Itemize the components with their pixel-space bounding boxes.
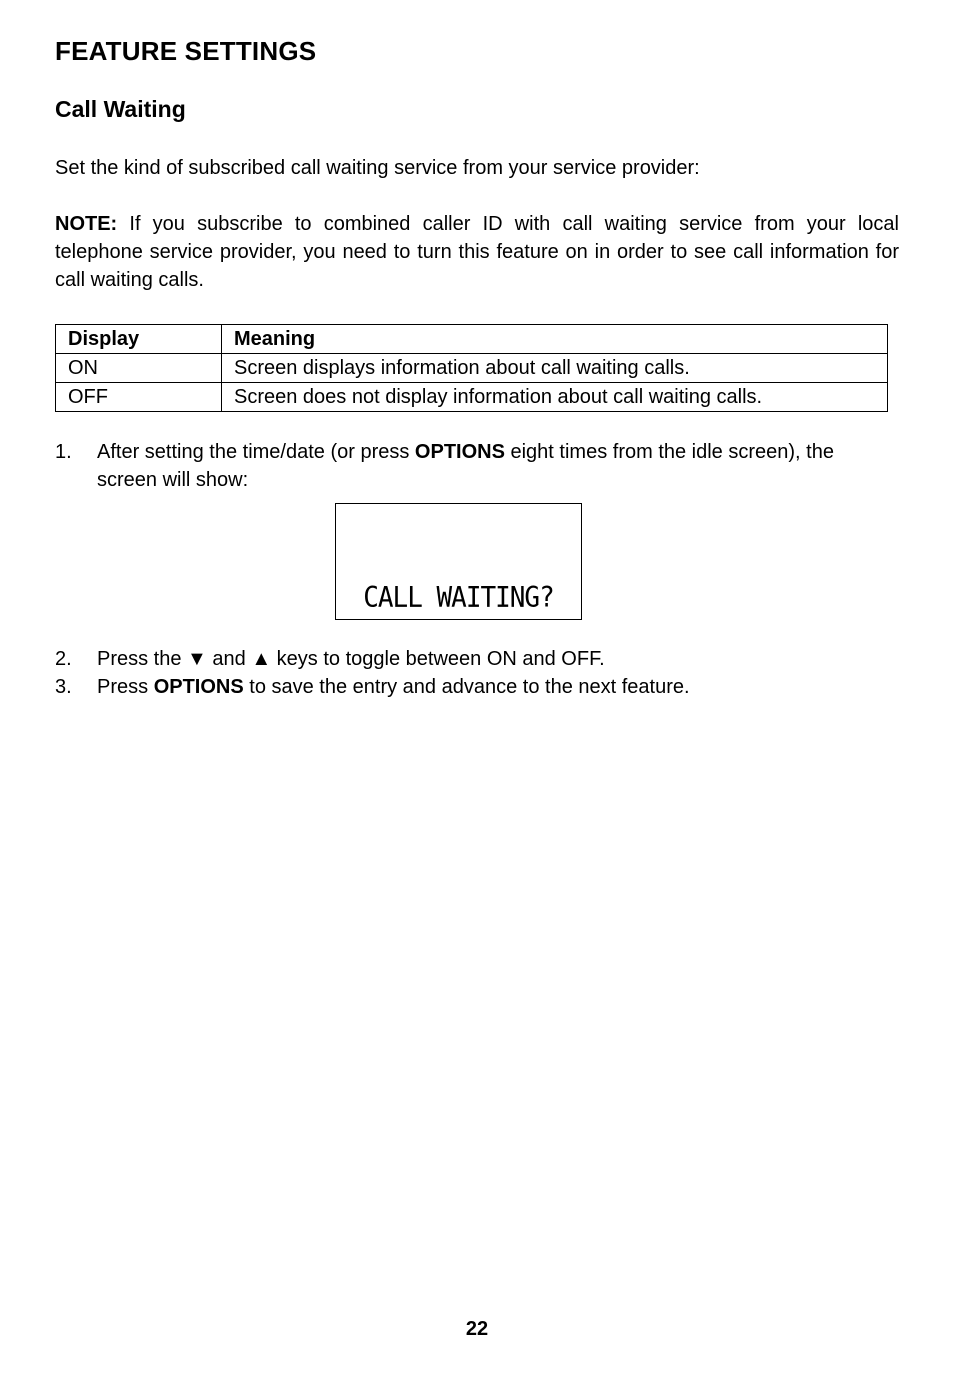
up-arrow-icon: ▲ [251, 648, 272, 670]
table-row [56, 354, 888, 383]
step-text [97, 438, 899, 494]
display-meaning-table [55, 324, 888, 412]
step-text [97, 673, 899, 701]
section-title: Call Waiting [55, 96, 186, 122]
column-header-display: Display [56, 325, 222, 354]
step-text-part: Press [97, 676, 154, 698]
table-cell-display: ON [56, 354, 222, 383]
down-arrow-icon: ▼ [187, 648, 207, 670]
page-heading: FEATURE SETTINGS [55, 36, 317, 66]
step-text-part: keys to toggle between ON and OFF. [271, 648, 605, 670]
step-text-part: and [206, 648, 252, 670]
step-number: 1. [55, 441, 72, 463]
step-text-part: Press the [97, 648, 188, 670]
column-header-meaning: Meaning [222, 325, 888, 354]
step-number: 2. [55, 648, 72, 670]
step-text-part: to save the entry and advance to the next feature. [243, 676, 690, 698]
step-number: 3. [55, 676, 72, 698]
note-text: If you subscribe to combined caller ID with call waiting service from your local telephone service provider, you need to turn this feature on in order to see call information for call waiting calls. [55, 213, 899, 291]
table-cell-meaning: Screen displays information about call waiting calls. [222, 354, 888, 383]
step-text-part: eight times from the idle screen), the screen will show: [97, 441, 834, 491]
lcd-text: CALL WAITING? [363, 581, 554, 615]
step-text [97, 645, 899, 673]
table-header-row [56, 325, 888, 354]
step-text-part: After setting the time/date (or press [97, 441, 415, 463]
table-row [56, 383, 888, 412]
note-label: NOTE: [55, 213, 118, 235]
options-key-label: OPTIONS [153, 676, 244, 698]
options-key-label: OPTIONS [414, 441, 505, 463]
table-cell-meaning: Screen does not display information about call waiting calls. [222, 383, 888, 412]
note-paragraph [55, 210, 899, 294]
lcd-screen [335, 503, 582, 620]
table-cell-display: OFF [56, 383, 222, 412]
intro-paragraph: Set the kind of subscribed call waiting service from your service provider: [55, 157, 700, 179]
page-number: 22 [465, 1318, 489, 1340]
